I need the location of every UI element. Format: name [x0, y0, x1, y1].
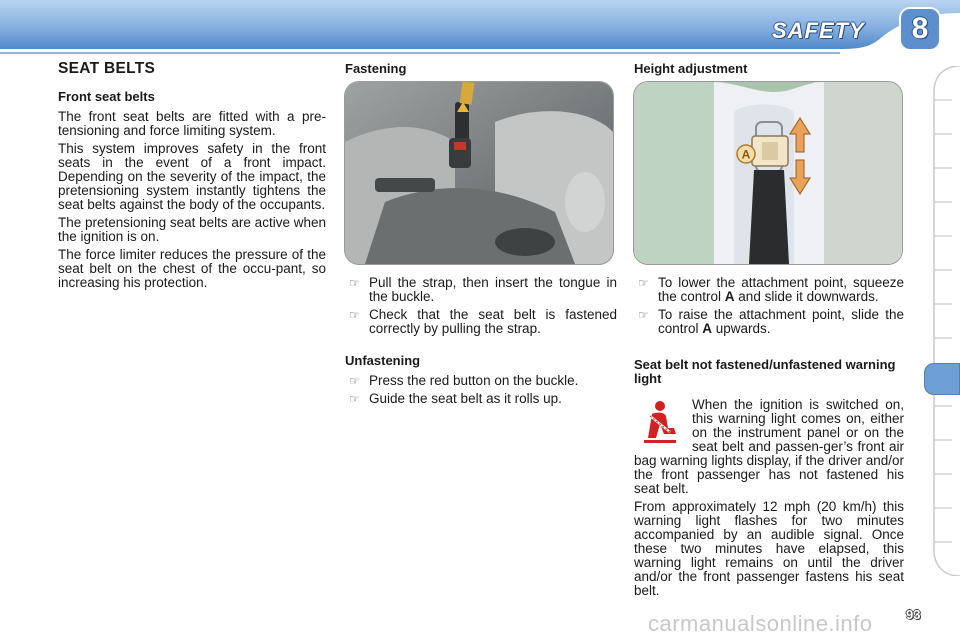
height-adjustment-list [634, 276, 904, 336]
seat-belt-buckle-photo [345, 82, 613, 264]
paragraph: The force limiter reduces the pressure of the seat belt on the chest of the occu-pant, so increasing his protection. [58, 247, 326, 290]
section-title: SEAT BELTS [58, 60, 156, 77]
paragraph: The pretensioning seat belts are active when the ignition is on. [58, 215, 326, 244]
seat-belt-warning-icon [638, 398, 682, 444]
column-height-adjustment [634, 60, 904, 602]
chapter-title: SAFETY [772, 18, 865, 43]
warning-light-heading: Seat belt not fastened/unfastened warning light [634, 357, 896, 386]
height-adjuster-photo [634, 82, 902, 264]
pointing-hand-icon: ☞ [349, 276, 360, 290]
pointing-hand-icon: ☞ [349, 308, 360, 322]
unfastening-list [345, 374, 617, 406]
warning-light-block [634, 358, 904, 598]
chapter-header [0, 0, 960, 56]
control-label-a: A [741, 147, 751, 162]
warning-paragraph: From approximately 12 mph (20 km/h) this warning light flashes for two minutes accompanied by an audible signal. Once these two minutes have elapsed, this warning light remains on until the driver and/or the front passenger fastens his seat belt. [634, 499, 904, 598]
fastening-heading: Fastening [345, 61, 407, 76]
list-item: ☞ To raise the attachment point, slide the control A upwards. [638, 307, 904, 336]
front-seat-belts-heading: Front seat belts [58, 89, 155, 104]
fastening-list [345, 276, 617, 336]
height-adjustment-heading: Height adjustment [634, 61, 748, 76]
chapter-tab-active[interactable] [924, 363, 960, 395]
list-item: ☞ Pull the strap, then insert the tongue in the buckle. [349, 275, 617, 304]
list-item: ☞ To lower the attachment point, squeeze the control A and slide it downwards. [638, 275, 904, 304]
paragraph: This system improves safety in the front seats in the event of a front impact. Depending on the severity of the impact, the pretensioning system instantly tightens the seat belts against the body of the occupants. [58, 141, 326, 212]
page-number: 93 [906, 607, 921, 622]
column-fastening [345, 60, 617, 410]
list-item: ☞ Press the red button on the buckle. [349, 373, 579, 388]
paragraph: The front seat belts are fitted with a pre-tensioning and force limiting system. [58, 109, 326, 138]
tab-outline [926, 66, 960, 576]
pointing-hand-icon: ☞ [349, 392, 360, 406]
chapter-number: 8 [911, 12, 929, 45]
list-item: ☞ Check that the seat belt is fastened correctly by pulling the strap. [349, 307, 617, 336]
pointing-hand-icon: ☞ [638, 308, 649, 322]
pointing-hand-icon: ☞ [349, 374, 360, 388]
list-item: ☞ Guide the seat belt as it rolls up. [349, 391, 562, 406]
watermark: carmanualsonline.info [648, 611, 873, 636]
unfastening-heading: Unfastening [345, 353, 421, 368]
warning-paragraph: When the ignition is switched on, this warning light comes on, either on the instrument panel or on the seat belt and passen-ger’s front air bag warning lights display, if the driver and/or the front passenger has not fastened his seat belt. [634, 397, 904, 496]
chapter-tabs [926, 66, 960, 576]
pointing-hand-icon: ☞ [638, 276, 649, 290]
column-seat-belts [58, 60, 326, 294]
unfastening-block [345, 354, 617, 406]
